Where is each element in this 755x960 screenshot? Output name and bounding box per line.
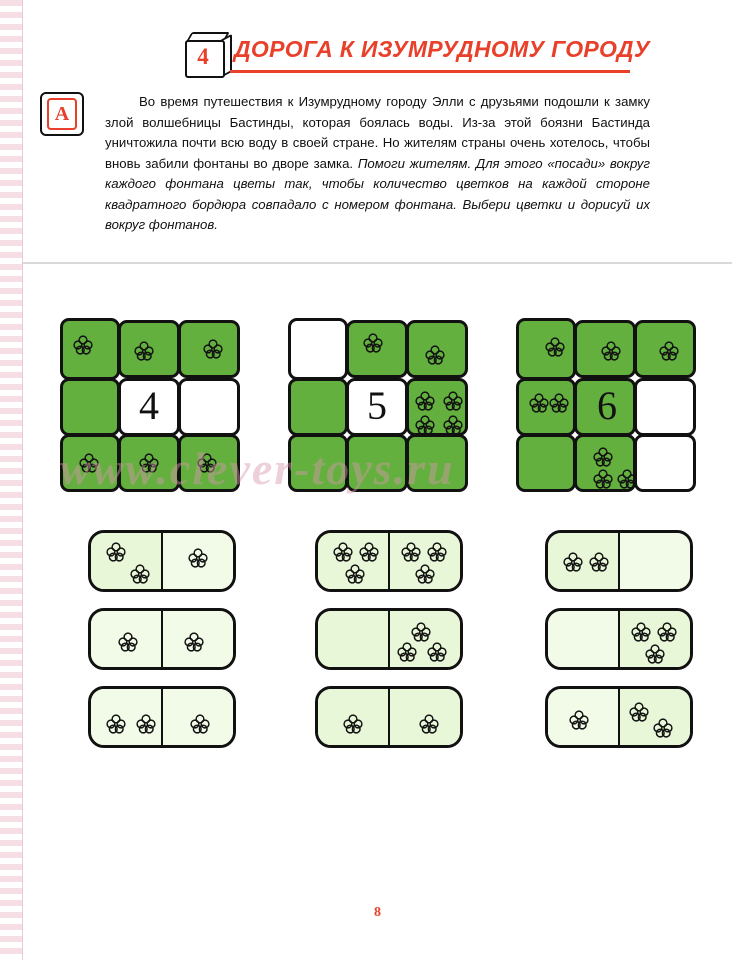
domino-divider bbox=[618, 533, 620, 589]
domino-card[interactable] bbox=[545, 686, 693, 748]
flower-icon bbox=[424, 344, 446, 366]
watermark: www.clever-toys.ru bbox=[60, 443, 455, 494]
domino-divider bbox=[388, 611, 390, 667]
page-title: ДОРОГА К ИЗУМРУДНОМУ ГОРОДУ bbox=[234, 36, 650, 62]
flower-icon bbox=[344, 563, 366, 585]
flower-icon bbox=[562, 551, 584, 573]
flower-icon bbox=[414, 563, 436, 585]
flower-icon bbox=[189, 713, 211, 735]
flower-icon bbox=[414, 390, 436, 412]
flower-icon bbox=[568, 709, 590, 731]
fountain-5-tile-bm[interactable] bbox=[346, 434, 408, 492]
flower-icon bbox=[138, 452, 160, 474]
domino-divider bbox=[618, 689, 620, 745]
flower-icon bbox=[342, 713, 364, 735]
flower-icon bbox=[426, 641, 448, 663]
flower-icon bbox=[362, 332, 384, 354]
letter-badge-label: А bbox=[47, 98, 77, 130]
flower-icon bbox=[358, 541, 380, 563]
fountain-5-tile-tl[interactable] bbox=[288, 318, 348, 380]
flower-icon bbox=[628, 701, 650, 723]
flower-icon bbox=[658, 340, 680, 362]
flower-icon bbox=[196, 452, 218, 474]
fountain-4-tile-ml[interactable] bbox=[60, 378, 120, 436]
fountain-5-tile-br[interactable] bbox=[406, 434, 468, 492]
fountain-6-tile-br[interactable] bbox=[634, 434, 696, 492]
domino-divider bbox=[161, 533, 163, 589]
flower-icon bbox=[135, 713, 157, 735]
flower-icon bbox=[410, 621, 432, 643]
flower-icon bbox=[129, 563, 151, 585]
domino-divider bbox=[388, 689, 390, 745]
domino-card[interactable] bbox=[88, 686, 236, 748]
domino-card[interactable] bbox=[545, 530, 693, 592]
flower-icon bbox=[592, 468, 614, 490]
task-text-italic: Помоги жителям. Для этого «посади» вокруг каждого фонтана цветы так, чтобы количество цветков на каждой стороне квадратного бордюра совпадало с номером фонтана. Выбери цветки и дорисуй их вокруг фонтанов. bbox=[105, 155, 651, 232]
flower-icon bbox=[332, 541, 354, 563]
flower-icon bbox=[442, 414, 464, 436]
domino-card[interactable] bbox=[315, 530, 463, 592]
flower-icon bbox=[426, 541, 448, 563]
domino-card[interactable] bbox=[315, 686, 463, 748]
domino-divider bbox=[161, 689, 163, 745]
domino-half-left bbox=[548, 611, 619, 667]
flower-icon bbox=[630, 621, 652, 643]
flower-icon bbox=[105, 541, 127, 563]
domino-half-right bbox=[619, 533, 690, 589]
flower-icon bbox=[418, 713, 440, 735]
domino-divider bbox=[161, 611, 163, 667]
flower-icon bbox=[548, 392, 570, 414]
flower-icon bbox=[133, 340, 155, 362]
fountain-5-tile-bl[interactable] bbox=[288, 434, 348, 492]
fountain-4-center-right[interactable] bbox=[178, 378, 240, 436]
flower-icon bbox=[588, 551, 610, 573]
cube-number: 4 bbox=[197, 44, 209, 69]
domino-half-left bbox=[318, 611, 389, 667]
flower-icon bbox=[78, 452, 100, 474]
flower-icon bbox=[72, 334, 94, 356]
flower-icon bbox=[656, 621, 678, 643]
page-number: 8 bbox=[374, 905, 381, 920]
domino-card[interactable] bbox=[88, 608, 236, 670]
domino-card[interactable] bbox=[545, 608, 693, 670]
fountain-5-tile-ml[interactable] bbox=[288, 378, 348, 436]
flower-icon bbox=[644, 643, 666, 665]
flower-icon bbox=[400, 541, 422, 563]
domino-divider bbox=[388, 533, 390, 589]
fountain-6-center-right[interactable] bbox=[634, 378, 696, 436]
flower-icon bbox=[396, 641, 418, 663]
flower-icon bbox=[616, 468, 638, 490]
flower-icon bbox=[187, 547, 209, 569]
flower-icon bbox=[442, 390, 464, 412]
fountain-6-tile-bl[interactable] bbox=[516, 434, 576, 492]
flower-icon bbox=[528, 392, 550, 414]
domino-card[interactable] bbox=[315, 608, 463, 670]
flower-icon bbox=[600, 340, 622, 362]
flower-icon bbox=[652, 717, 674, 739]
fountain-6-number: 6 bbox=[597, 383, 617, 428]
fountain-5-number: 5 bbox=[367, 383, 387, 428]
flower-icon bbox=[544, 336, 566, 358]
flower-icon bbox=[117, 631, 139, 653]
task-text-plain: Во время путешествия к Изумрудному городу Элли с друзьями подошли к замку злой волшебницы Бастинды, которая боялась воды. Из-за этой боязни Бастинда уничтожила почти всю воду в своей стране. Но жителям страны очень хотелось, чтобы вновь забили фонтаны во дворе замка. bbox=[105, 94, 650, 171]
flower-icon bbox=[414, 414, 436, 436]
domino-divider bbox=[618, 611, 620, 667]
domino-card[interactable] bbox=[88, 530, 236, 592]
flower-icon bbox=[592, 446, 614, 468]
flower-icon bbox=[183, 631, 205, 653]
flower-icon bbox=[202, 338, 224, 360]
flower-icon bbox=[105, 713, 127, 735]
fountain-4-number: 4 bbox=[139, 383, 159, 428]
